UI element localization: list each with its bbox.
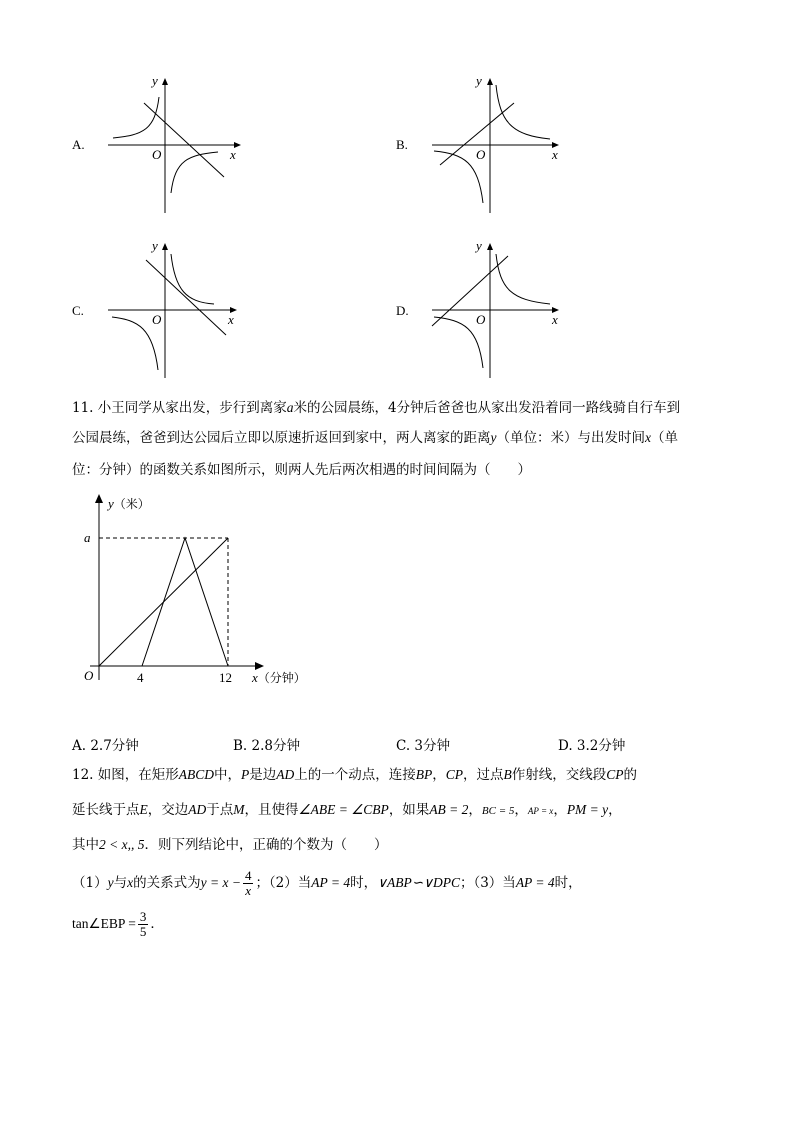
option-a-svg — [108, 75, 248, 215]
q11-text-3: 位：分钟）的函数关系如图所示，则两人先后两次相遇的时间间隔为（ ） — [72, 462, 531, 478]
fraction-4-over-x: $\frac{4}{x}$ — [244, 868, 252, 898]
fraction-3-over-5: $\frac{3}{5}$ — [139, 909, 147, 939]
q11-answer-b[interactable]: B. 2.8分钟 — [233, 738, 300, 754]
origin-label: O — [84, 668, 94, 683]
option-c-label: C. — [72, 303, 84, 318]
option-b-svg — [432, 75, 572, 215]
tick-4-label: 4 — [137, 670, 144, 685]
q11-graph — [70, 490, 330, 700]
hyperbola-branch-4 — [171, 152, 218, 193]
hyperbola-branch-1 — [171, 254, 214, 304]
q12-line-2: 延长线于点E，交边AD于点M，且使得∠ABE = ∠CBP，如果AB = 2，BC = 5，AP = x，PM = y， — [72, 802, 622, 818]
y-axis-label: y — [152, 238, 158, 253]
straight-line — [144, 103, 224, 177]
q12-line-1: 12. 如图，在矩形ABCD中，P是边AD上的一个动点，连接BP，CP，过点B作射线，交线段CP的 — [72, 767, 638, 783]
option-c-svg — [108, 240, 248, 380]
y-axis-label: y — [152, 73, 158, 88]
option-b-graph — [432, 75, 572, 215]
q12-line-5: tan∠EBP = $\frac{3}{5}$ ． — [72, 909, 164, 939]
q11-line-3 — [72, 455, 732, 485]
q12-line-4: （1）y与x的关系式为y = x − $\frac{4}{x}$ ；（2）当AP = 4时，∨ABP∽∨DPC；（3）当AP = 4时， — [72, 868, 582, 898]
hyperbola-branch-1 — [496, 254, 550, 304]
q11-answer-d[interactable]: D. 3.2分钟 — [558, 738, 626, 754]
a-label: a — [84, 530, 91, 545]
hyperbola-branch-1 — [496, 85, 550, 139]
q11-text-2b: （单位：米）与出发时间 — [496, 430, 645, 446]
x-axis-label: x（分钟） — [252, 670, 306, 685]
option-d-label: D. — [396, 303, 409, 318]
origin-label: O — [152, 147, 162, 162]
option-d-svg — [432, 240, 572, 380]
x-axis-label: x — [230, 147, 236, 162]
q11-text-1a: 11. 小王同学从家出发，步行到离家 — [72, 400, 287, 416]
q11-text-1b: 米的公园晨练，4分钟后爸爸也从家出发沿着同一路线骑自行车到 — [293, 400, 681, 416]
option-d-graph — [432, 240, 572, 380]
y-axis-label: y（米） — [108, 496, 150, 511]
y-axis-label: y — [476, 73, 482, 88]
option-b-label: B. — [396, 137, 408, 152]
q11-answer-a[interactable]: A. 2.7分钟 — [72, 738, 139, 754]
q11-var-y: y — [490, 430, 497, 445]
q11-var-x: x — [645, 430, 651, 445]
option-c-graph — [108, 240, 248, 380]
q11-var-a: a — [286, 400, 294, 415]
x-axis-label: x — [228, 312, 234, 327]
q11-svg — [70, 490, 330, 700]
y-axis-label: y — [476, 238, 482, 253]
x-axis-label: x — [552, 312, 558, 327]
hyperbola-branch-2 — [113, 97, 159, 138]
straight-line — [432, 256, 508, 326]
q11-text-2a: 公园晨练，爸爸到达公园后立即以原速折返回到家中，两人离家的距离 — [72, 430, 491, 446]
x-axis-label: x — [552, 147, 558, 162]
q11-text-2c: （单 — [651, 430, 678, 446]
option-a-label: A. — [72, 137, 85, 152]
q11-line-1 — [72, 393, 732, 423]
origin-label: O — [476, 312, 486, 327]
option-a-graph — [108, 75, 248, 215]
tick-12-label: 12 — [219, 670, 232, 685]
origin-label: O — [152, 312, 162, 327]
q11-answer-c[interactable]: C. 3分钟 — [396, 738, 451, 754]
q12-line-3: 其中2 < x,, 5．则下列结论中，正确的个数为（ ） — [72, 837, 388, 853]
q11-line-2 — [72, 423, 732, 453]
origin-label: O — [476, 147, 486, 162]
father-line — [142, 538, 228, 666]
